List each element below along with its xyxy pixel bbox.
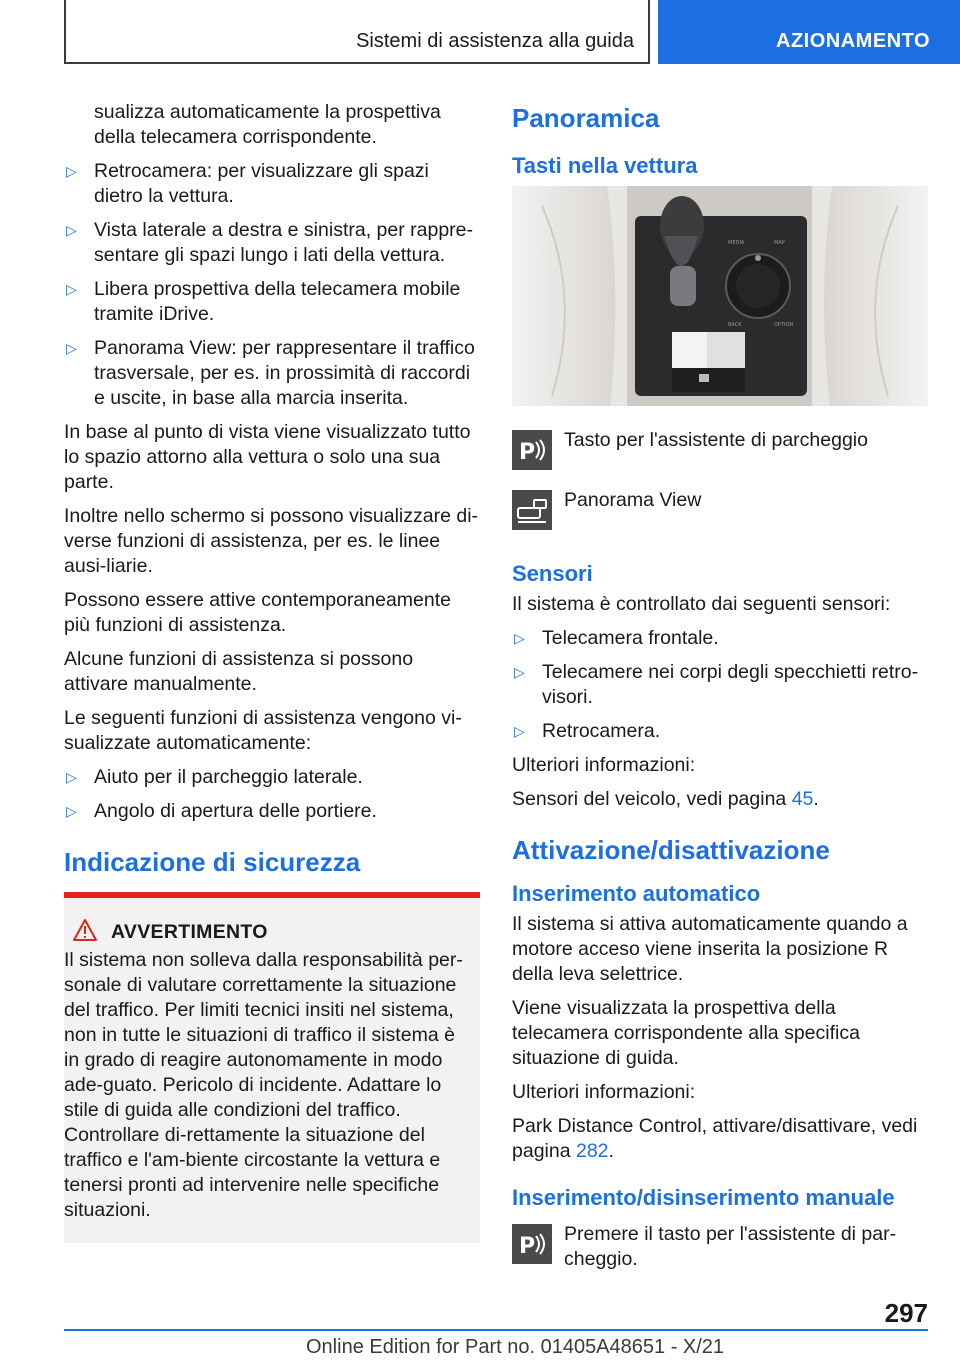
icon-item-manual (512, 1220, 928, 1274)
sensors-reference: Sensori del veicolo, vedi pagina 45. (512, 788, 819, 810)
safety-heading: Indicazione di sicurezza (64, 847, 361, 877)
list-item: ▷ Telecamere nei corpi degli specchietti retro-visori. (514, 661, 919, 708)
manual-heading: Inserimento/disinserimento manuale (512, 1185, 895, 1210)
warning-triangle-icon (72, 918, 98, 942)
pdc-reference: Park Distance Control, attivare/disattivare, vedi pagina 282. (512, 1115, 918, 1162)
sensors-list (512, 626, 928, 744)
list-item: ▷ Retrocamera: per visualizzare gli spazi dietro la vettura. (66, 160, 429, 207)
sensors-intro: Il sistema è controllato dai seguenti sensori: (512, 593, 891, 615)
header-section-box (64, 0, 650, 64)
panorama-view-label: Panorama View (564, 489, 702, 511)
triangle-bullet-icon: ▷ (66, 163, 77, 179)
triangle-bullet-icon: ▷ (514, 664, 525, 680)
paragraph: Viene visualizzata la prospettiva della telecamera corrispondente alla specifica situazione di guida. (512, 997, 860, 1069)
icon-item-panorama-view (512, 486, 928, 540)
paragraph: Inoltre nello schermo si possono visualizzare di-verse funzioni di assistenza, per es. le linee ausi-liarie. (64, 505, 479, 577)
triangle-bullet-icon: ▷ (66, 769, 77, 785)
paragraph: In base al punto di vista viene visualizzato tutto lo spazio attorno alla vettura o solo una sua parte. (64, 421, 471, 493)
list-item: ▷ Vista laterale a destra e sinistra, per rappre-sentare gli spazi lungo i lati della vettura. (66, 219, 473, 266)
list-item: ▷ Angolo di apertura delle portiere. (66, 800, 377, 822)
svg-text:MAP: MAP (774, 240, 785, 246)
center-console-photo (512, 186, 928, 406)
activation-heading: Attivazione/disattivazione (512, 835, 830, 865)
intro-continuation: sualizza automaticamente la prospettiva della telecamera corrispondente. (94, 101, 441, 148)
list-item: ▷ Retrocamera. (514, 720, 661, 742)
paragraph: Alcune funzioni di assistenza si possono attivare manualmente. (64, 648, 414, 695)
park-assist-label: Tasto per l'assistente di parcheggio (564, 429, 868, 451)
list-item: ▷ Panorama View: per rappresentare il traffico trasversale, per es. in prossimità di raccordi e uscite, in base alla marcia inserita. (66, 337, 475, 409)
warning-box (64, 892, 480, 1243)
triangle-bullet-icon: ▷ (514, 723, 525, 739)
triangle-bullet-icon: ▷ (66, 340, 77, 356)
paragraph: Possono essere attive contemporaneamente più funzioni di assistenza. (64, 589, 451, 636)
list-item: ▷ Telecamera frontale. (514, 627, 719, 649)
triangle-bullet-icon: ▷ (66, 222, 77, 238)
page-link[interactable]: 282 (575, 1140, 609, 1162)
manual-instruction: Premere il tasto per l'assistente di par-cheggio. (564, 1223, 897, 1270)
paragraph: Le seguenti funzioni di assistenza vengono vi-sualizzate automaticamente: (64, 707, 462, 754)
icon-item-park-assist (512, 426, 928, 480)
buttons-heading: Tasti nella vettura (512, 153, 698, 178)
svg-text:MEDIA: MEDIA (728, 240, 745, 246)
triangle-bullet-icon: ▷ (514, 630, 525, 646)
chapter-tab[interactable] (658, 0, 960, 64)
list-item: ▷ Aiuto per il parcheggio laterale. (66, 766, 363, 788)
svg-text:P: P (519, 1234, 536, 1259)
park-assist-icon (512, 1224, 552, 1264)
right-column (512, 100, 928, 1280)
center-console-illustration (512, 186, 928, 406)
warning-title: AVVERTIMENTO (111, 921, 268, 943)
warning-header (64, 918, 474, 944)
panorama-view-icon (512, 490, 552, 530)
camera-views-list (64, 159, 480, 411)
warning-text: Il sistema non solleva dalla responsabilità per-sonale di valutare correttamente la situazione del traffico. Per limiti tecnici insiti nel sistema, non in tutte le situazioni di traffico il sistema è in grado di reagire autonomamente in modo ade-guato. Pericolo di incidente. Adattare lo stile di guida alle condizioni del traffico. Controllare di-rettamente la situazione del traffico e l'am-biente circostante la vettura e tenersi pronti ad intervenire nelle specifiche situazioni. (64, 949, 463, 1221)
auto-heading: Inserimento automatico (512, 881, 761, 906)
svg-text:BACK: BACK (728, 322, 742, 328)
svg-text:P: P (519, 440, 536, 465)
overview-heading: Panoramica (512, 103, 660, 133)
paragraph: Il sistema si attiva automaticamente quando a motore acceso viene inserita la posizione R della leva selettrice. (512, 913, 908, 985)
svg-text:OPTION: OPTION (774, 322, 794, 328)
sensors-heading: Sensori (512, 561, 593, 586)
edition-footer: Online Edition for Part no. 01405A48651 - X/21 (306, 1336, 725, 1358)
more-info-label: Ulteriori informazioni: (512, 1081, 696, 1103)
left-column (64, 100, 480, 1243)
more-info-label: Ulteriori informazioni: (512, 754, 696, 776)
park-assist-icon (512, 430, 552, 470)
page-number: 297 (884, 1298, 928, 1328)
triangle-bullet-icon: ▷ (66, 281, 77, 297)
list-item: ▷ Libera prospettiva della telecamera mobile tramite iDrive. (66, 278, 461, 325)
page-link[interactable]: 45 (791, 788, 814, 810)
auto-functions-list (64, 765, 480, 824)
footer-divider (64, 1329, 928, 1331)
section-title: Sistemi di assistenza alla guida (356, 30, 634, 52)
triangle-bullet-icon: ▷ (66, 803, 77, 819)
chapter-tab-label: AZIONAMENTO (776, 30, 931, 52)
